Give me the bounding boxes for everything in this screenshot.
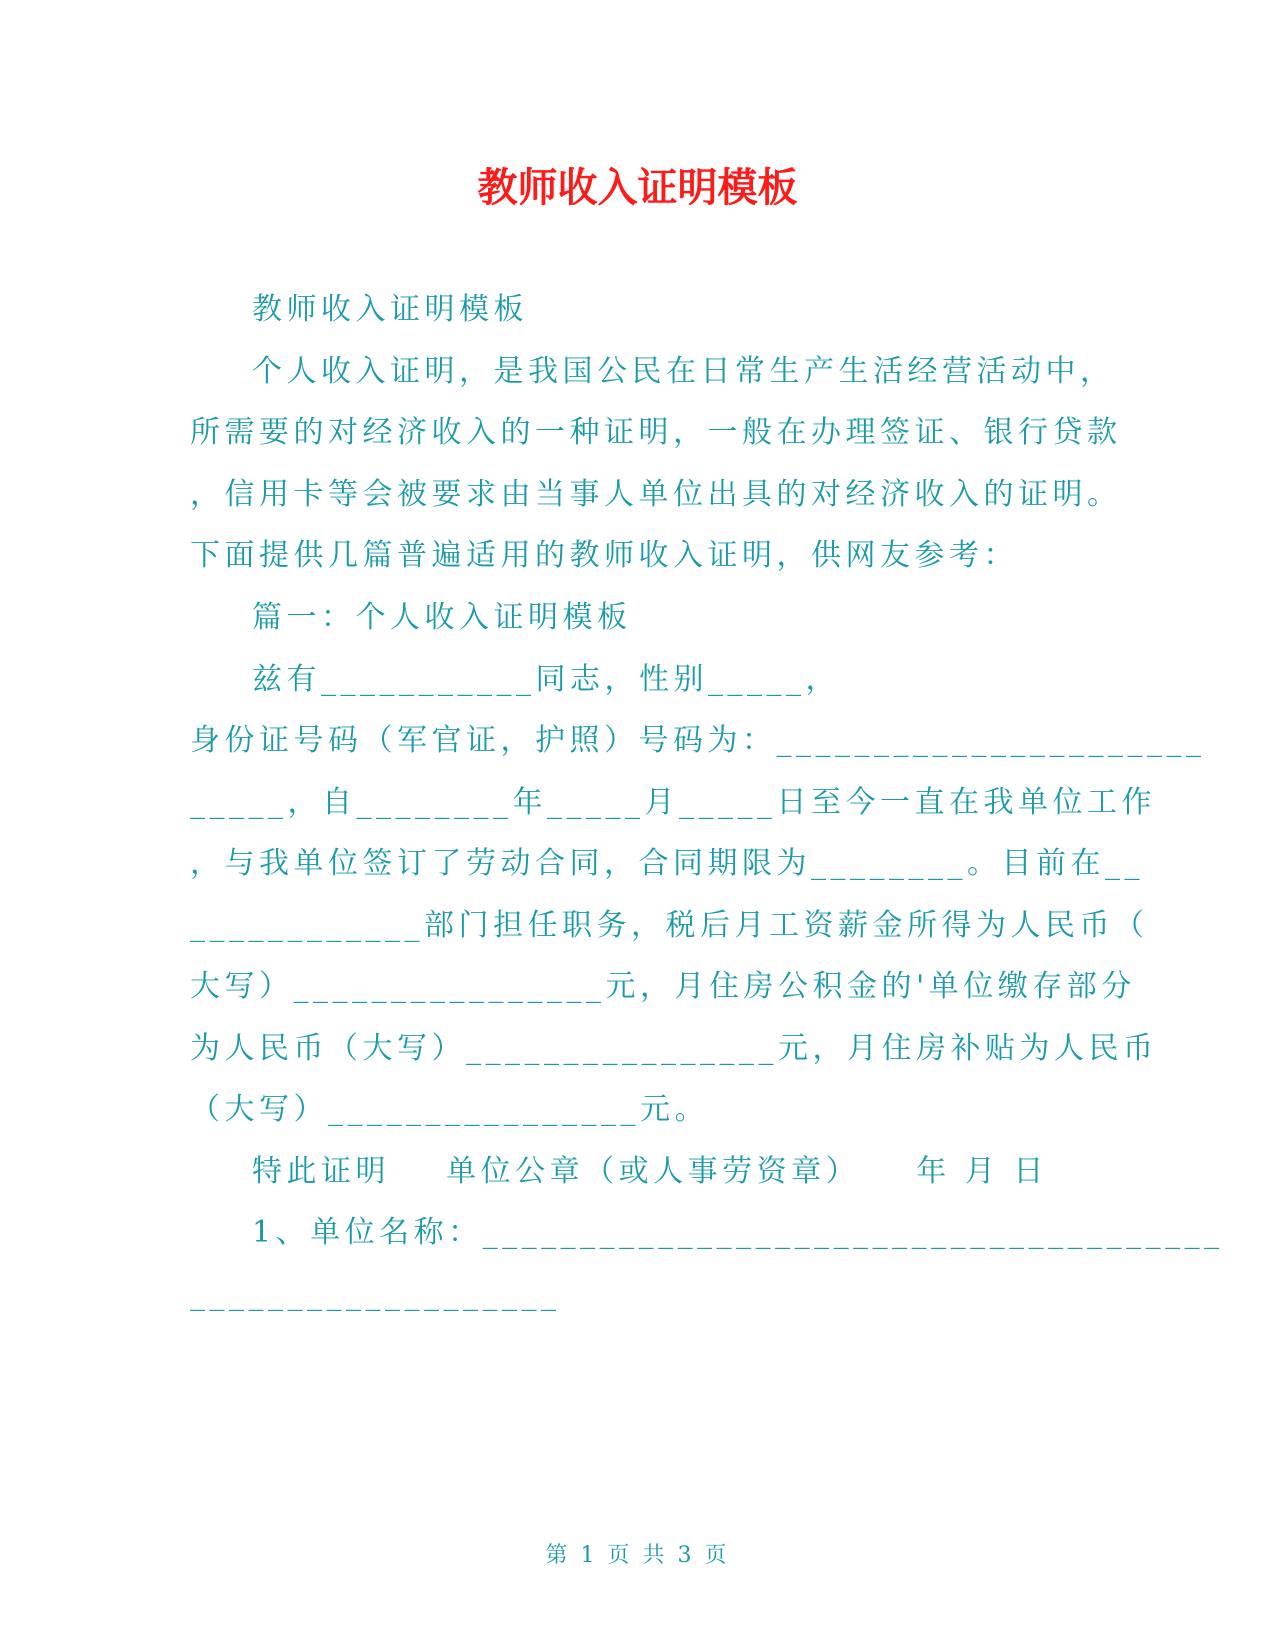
page-footer: 第 1 页 共 3 页 [545, 1543, 730, 1568]
form-line: 1、单位名称：______________________________________ [252, 1215, 1224, 1250]
form-line: _____，自________年_____月_____日至今一直在我单位工作 [190, 785, 1156, 820]
section-heading: 篇一：个人收入证明模板 [252, 600, 632, 635]
form-line: 兹有___________同志，性别_____， [252, 662, 840, 697]
form-line: （大写）________________元。 [190, 1092, 709, 1127]
form-line: 身份证号码（军官证，护照）号码为：______________________ [190, 723, 1206, 758]
subtitle-line: 教师收入证明模板 [252, 292, 528, 327]
paragraph-line: 下面提供几篇普遍适用的教师收入证明，供网友参考： [190, 538, 1018, 573]
paragraph-line: 所需要的对经济收入的一种证明，一般在办理签证、银行贷款 [190, 415, 1122, 450]
signature-line: 特此证明 单位公章（或人事劳资章） 年 月 日 [252, 1154, 1048, 1189]
form-line: 为人民币（大写）________________元，月住房补贴为人民币 [190, 1031, 1158, 1066]
form-line: ，与我单位签订了劳动合同，合同期限为________。目前在__ [190, 846, 1144, 881]
document-title: 教师收入证明模板 [477, 165, 798, 211]
paragraph-line: 个人收入证明，是我国公民在日常生产生活经营活动中， [252, 354, 1115, 389]
paragraph-line: ，信用卡等会被要求由当事人单位出具的对经济收入的证明。 [190, 477, 1122, 512]
form-line: ___________________ [190, 1277, 561, 1312]
form-line: ____________部门担任职务，税后月工资薪金所得为人民币（ [190, 908, 1149, 943]
form-line: 大写）________________元，月住房公积金的'单位缴存部分 [190, 969, 1136, 1004]
